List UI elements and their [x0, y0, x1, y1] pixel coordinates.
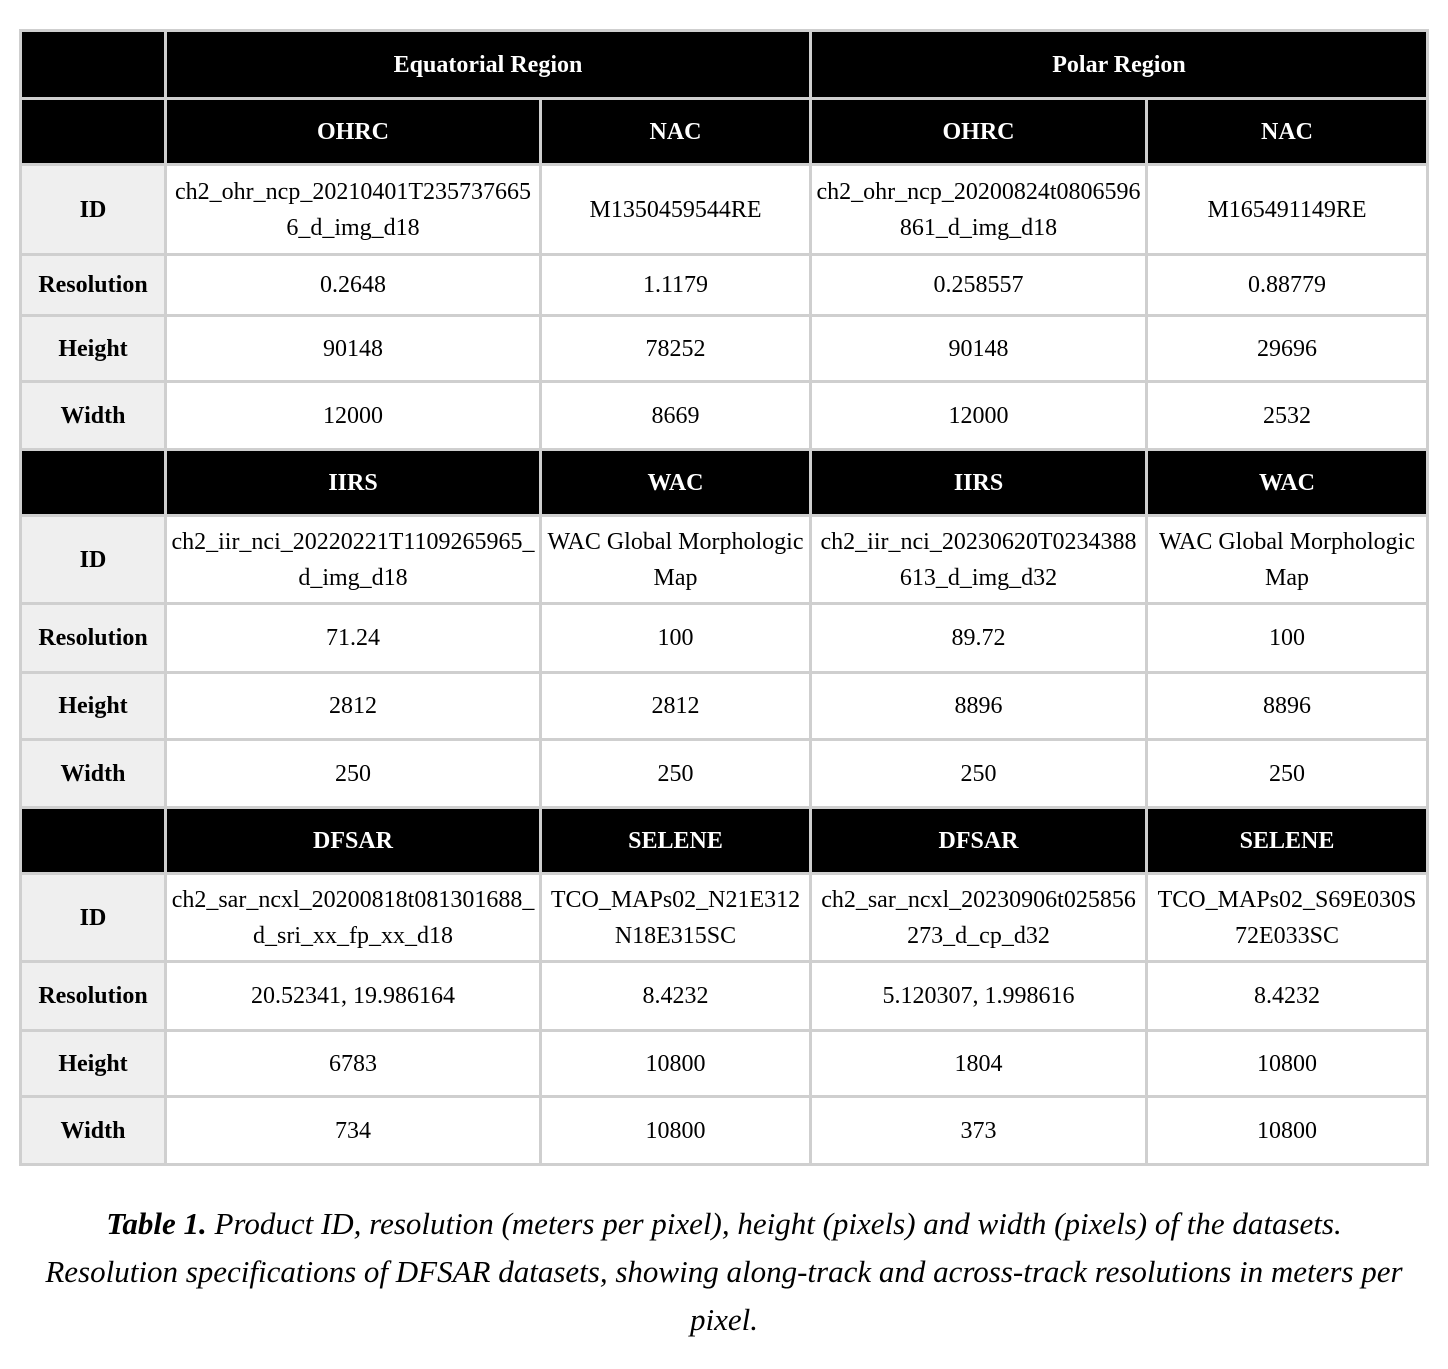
- cell-value: TCO_MAPs02_N21E312N18E315SC: [541, 874, 811, 962]
- cell-value: ch2_ohr_ncp_20200824t0806596861_d_img_d18: [811, 165, 1147, 255]
- row-label: Resolution: [21, 962, 166, 1031]
- row-label: Height: [21, 316, 166, 382]
- cell-value: 20.52341, 19.986164: [166, 962, 541, 1031]
- cell-value: ch2_sar_ncxl_20230906t025856273_d_cp_d32: [811, 874, 1147, 962]
- cell-value: 250: [166, 740, 541, 808]
- instrument-header: DFSAR: [166, 808, 541, 874]
- row-label: Width: [21, 382, 166, 450]
- datasets-table: [19, 29, 1429, 1166]
- table-row: [21, 874, 1428, 962]
- instrument-header: DFSAR: [811, 808, 1147, 874]
- table-row: [21, 1031, 1428, 1097]
- cell-value: 0.2648: [166, 255, 541, 316]
- cell-value: 10800: [541, 1097, 811, 1165]
- instrument-header: SELENE: [1147, 808, 1428, 874]
- corner-cell: [21, 31, 166, 99]
- cell-value: 2532: [1147, 382, 1428, 450]
- cell-value: 10800: [541, 1031, 811, 1097]
- instrument-header-row: [21, 450, 1428, 516]
- row-label: Resolution: [21, 255, 166, 316]
- cell-value: 250: [541, 740, 811, 808]
- table-row: [21, 740, 1428, 808]
- cell-value: 12000: [166, 382, 541, 450]
- cell-value: ch2_iir_nci_20230620T0234388613_d_img_d32: [811, 516, 1147, 604]
- table-row: [21, 255, 1428, 316]
- cell-value: 6783: [166, 1031, 541, 1097]
- cell-value: 10800: [1147, 1097, 1428, 1165]
- cell-value: 1.1179: [541, 255, 811, 316]
- cell-value: 8896: [811, 673, 1147, 740]
- cell-value: WAC Global Morphologic Map: [1147, 516, 1428, 604]
- cell-value: 100: [1147, 604, 1428, 673]
- table-row: [21, 165, 1428, 255]
- table-row: [21, 516, 1428, 604]
- cell-value: 8896: [1147, 673, 1428, 740]
- corner-cell: [21, 450, 166, 516]
- instrument-header-row: [21, 808, 1428, 874]
- instrument-header-row: [21, 99, 1428, 165]
- row-label: ID: [21, 874, 166, 962]
- cell-value: 250: [1147, 740, 1428, 808]
- table-row: [21, 962, 1428, 1031]
- instrument-header: NAC: [1147, 99, 1428, 165]
- instrument-header: OHRC: [811, 99, 1147, 165]
- table-row: [21, 604, 1428, 673]
- table-row: [21, 382, 1428, 450]
- cell-value: 2812: [541, 673, 811, 740]
- cell-value: 0.258557: [811, 255, 1147, 316]
- cell-value: 8.4232: [541, 962, 811, 1031]
- cell-value: TCO_MAPs02_S69E030S72E033SC: [1147, 874, 1428, 962]
- instrument-header: WAC: [1147, 450, 1428, 516]
- row-label: Height: [21, 673, 166, 740]
- row-label: Height: [21, 1031, 166, 1097]
- caption-text: Product ID, resolution (meters per pixel), height (pixels) and width (pixels) of the datasets. Resolution specifications of DFSAR datasets, showing along-track and across-track resolutions in meters per pixel.: [45, 1206, 1403, 1337]
- cell-value: ch2_ohr_ncp_20210401T2357376656_d_img_d18: [166, 165, 541, 255]
- row-label: Width: [21, 1097, 166, 1165]
- cell-value: WAC Global Morphologic Map: [541, 516, 811, 604]
- instrument-header: NAC: [541, 99, 811, 165]
- row-label: ID: [21, 165, 166, 255]
- cell-value: ch2_iir_nci_20220221T1109265965_d_img_d18: [166, 516, 541, 604]
- instrument-header: IIRS: [811, 450, 1147, 516]
- instrument-header: WAC: [541, 450, 811, 516]
- cell-value: 250: [811, 740, 1147, 808]
- cell-value: 373: [811, 1097, 1147, 1165]
- cell-value: 71.24: [166, 604, 541, 673]
- cell-value: M165491149RE: [1147, 165, 1428, 255]
- row-label: Width: [21, 740, 166, 808]
- cell-value: M1350459544RE: [541, 165, 811, 255]
- table-caption: [40, 1200, 1408, 1344]
- row-label: Resolution: [21, 604, 166, 673]
- instrument-header: SELENE: [541, 808, 811, 874]
- corner-cell: [21, 808, 166, 874]
- cell-value: ch2_sar_ncxl_20200818t081301688_d_sri_xx_fp_xx_d18: [166, 874, 541, 962]
- cell-value: 1804: [811, 1031, 1147, 1097]
- table-row: [21, 316, 1428, 382]
- row-label: ID: [21, 516, 166, 604]
- cell-value: 90148: [166, 316, 541, 382]
- cell-value: 8.4232: [1147, 962, 1428, 1031]
- table-row: [21, 673, 1428, 740]
- region-header-equatorial: Equatorial Region: [166, 31, 811, 99]
- cell-value: 90148: [811, 316, 1147, 382]
- cell-value: 29696: [1147, 316, 1428, 382]
- cell-value: 8669: [541, 382, 811, 450]
- cell-value: 5.120307, 1.998616: [811, 962, 1147, 1031]
- instrument-header: IIRS: [166, 450, 541, 516]
- corner-cell: [21, 99, 166, 165]
- cell-value: 10800: [1147, 1031, 1428, 1097]
- cell-value: 734: [166, 1097, 541, 1165]
- region-header-polar: Polar Region: [811, 31, 1428, 99]
- cell-value: 2812: [166, 673, 541, 740]
- cell-value: 0.88779: [1147, 255, 1428, 316]
- instrument-header: OHRC: [166, 99, 541, 165]
- table-row: [21, 1097, 1428, 1165]
- cell-value: 78252: [541, 316, 811, 382]
- caption-label: Table 1.: [106, 1206, 207, 1241]
- cell-value: 100: [541, 604, 811, 673]
- cell-value: 89.72: [811, 604, 1147, 673]
- region-header-row: [21, 31, 1428, 99]
- cell-value: 12000: [811, 382, 1147, 450]
